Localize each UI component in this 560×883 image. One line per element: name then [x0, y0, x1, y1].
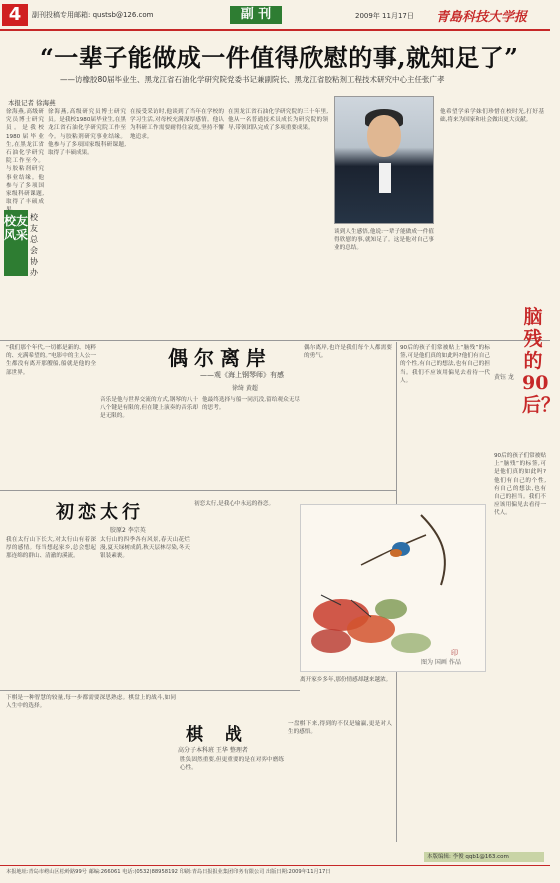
alumni-section-sub: 校友总会协办: [30, 213, 38, 277]
main-article-col1: 徐海燕,高级研究员博士研究员。是我校1980届毕业生,在黑龙江省石油化学研究院工作至今。与胶粘剂研究事业结缘。他参与了多项国家级科研课题,取得了丰硕成果。: [48, 109, 126, 157]
ouer-col3: 他最终选择与船一同沉没,留给观众无尽的思考。: [202, 397, 300, 412]
section-divider-2: [0, 490, 396, 491]
chulian-col2: 太行山的四季各有风景,春天山花烂漫,夏天绿树成荫,秋天层林尽染,冬天银装素裹。: [100, 537, 190, 560]
chulian-title: 初恋太行: [56, 502, 144, 523]
chulian-author: 胶原2 李宗英: [110, 527, 146, 534]
main-article-col0: 徐海燕,高级研究员博士研究员。是我校1980届毕业生,在黑龙江省石油化学研究院工作至今。与胶粘剂研究事业结缘。他参与了多项国家级科研课题,取得了丰硕成: [6, 109, 44, 206]
section-divider-1: [0, 340, 550, 341]
chulian-col4: 离开家乡多年,那份情感却越来越浓。: [300, 677, 392, 683]
naocan-text: 90后的孩子们常被贴上“脑残”的标签,可是他们真的如此吗?他们有自己的个性,有自己的想法,也有自己的担当。我们不应该用偏见去看待一代人。: [400, 345, 490, 384]
chulian-col3: 初恋太行,是我心中永远的眷恋。: [194, 501, 275, 507]
main-article-col2: 在接受采访时,他谈到了当年在学校的学习生活,对母校充满深厚感情。他认为科研工作需要耐得住寂寞,坚持不懈地追求。: [130, 109, 224, 140]
issue-date: 2009年 11月17日: [355, 12, 414, 20]
naocan-author: 黄钰 龙: [494, 374, 514, 381]
main-article-col3: 在黑龙江省石油化学研究院的三十年里,他从一名普通技术员成长为研究院的领导,带领团队完成了多项重要成果。: [228, 109, 328, 132]
qizhan-lead: 下棋是一种智慧的较量,每一步都需要深思熟虑。棋盘上的战斗,如同人生中的选择。: [6, 695, 176, 710]
ouer-author: 徐绮 黄超: [232, 385, 258, 392]
masthead: [0, 0, 550, 30]
main-article-subtitle: ——访橡胶80届毕业生、黑龙江省石油化学研究院党委书记兼副院长、黑龙江省胶粘剂工程技术研究中心主任张广孝: [60, 75, 445, 84]
qizhan-col3: 一盘棋下来,得到的不仅是输赢,更是对人生的感悟。: [288, 721, 392, 736]
qizhan-author: 高分子本科班 王华 整理者: [178, 747, 248, 754]
masthead-info: 副刊投稿专用邮箱: qustsb@126.com: [32, 11, 154, 19]
main-article-col4: 谈到人生感悟,他说:一辈子能做成一件值得欣慰的事,就知足了。这是他对自己事业的总结。: [334, 229, 434, 252]
ouer-col4: 偶尔离岸,也许是我们每个人都需要的勇气。: [304, 345, 392, 360]
naocan-text-2: 90后的孩子们常被贴上“脑残”的标签,可是他们真的如此吗?他们有自己的个性,有自己的想法,也有自己的担当。我们不应该用偏见去看待一代人。: [494, 453, 546, 517]
painting-svg: [301, 505, 487, 673]
section-divider-3: [0, 690, 300, 691]
editor-contact: 本版编辑: 李俊 qqb1@163.com: [424, 852, 544, 862]
ouer-col1: “我们那个年代,一切都是新的、纯粹的、充满希望的。”电影中的主人公一生都没有离开那艘船,船就是他的全部世界。: [6, 345, 96, 376]
section-badge: 副 刊: [230, 6, 282, 24]
alumni-section-label: 校友风采: [4, 210, 28, 276]
page-number: 4: [2, 4, 28, 26]
qizhan-col2: 胜负固然重要,但更重要的是在对弈中磨练心性。: [180, 757, 284, 772]
ouer-subtitle: ——观《海上钢琴师》有感: [200, 371, 284, 379]
main-article-title: “一辈子能做成一件值得欣慰的事,就知足了”: [40, 43, 519, 72]
painting-image: [300, 504, 486, 672]
painting-caption: 图为 国画 作品: [421, 659, 461, 666]
ouer-title: 偶尔离岸: [168, 346, 272, 370]
main-article-author: 本报记者 徐海燕: [8, 99, 56, 107]
main-article-col5: 他希望学弟学妹们珍惜在校时光,打好基础,将来为国家和社会做出更大贡献。: [440, 109, 544, 124]
chulian-col1: 我在太行山下长大,对太行山有着深厚的感情。每当想起家乡,总会想起那连绵的群山、清澈的溪流。: [6, 537, 96, 560]
page-footer: 本报地址:青岛市崂山区松岭路99号 邮编:266061 电话:(0532)88958192 印刷:青岛日报报业集团印务有限公司 出版日期:2009年11月17日: [0, 865, 550, 883]
qizhan-title: 棋 战: [186, 725, 250, 745]
portrait-photo: [334, 96, 434, 224]
naocan-title: 脑残的90后？: [522, 306, 560, 416]
svg-text:印: 印: [451, 649, 458, 657]
ouer-col2: 音乐是他与世界交流的方式,钢琴的八十八个键是有限的,但在键上演奏的音乐却是无限的。: [100, 397, 198, 420]
paper-name: 青島科技大学报: [436, 10, 528, 25]
masthead-rule: [0, 29, 550, 31]
